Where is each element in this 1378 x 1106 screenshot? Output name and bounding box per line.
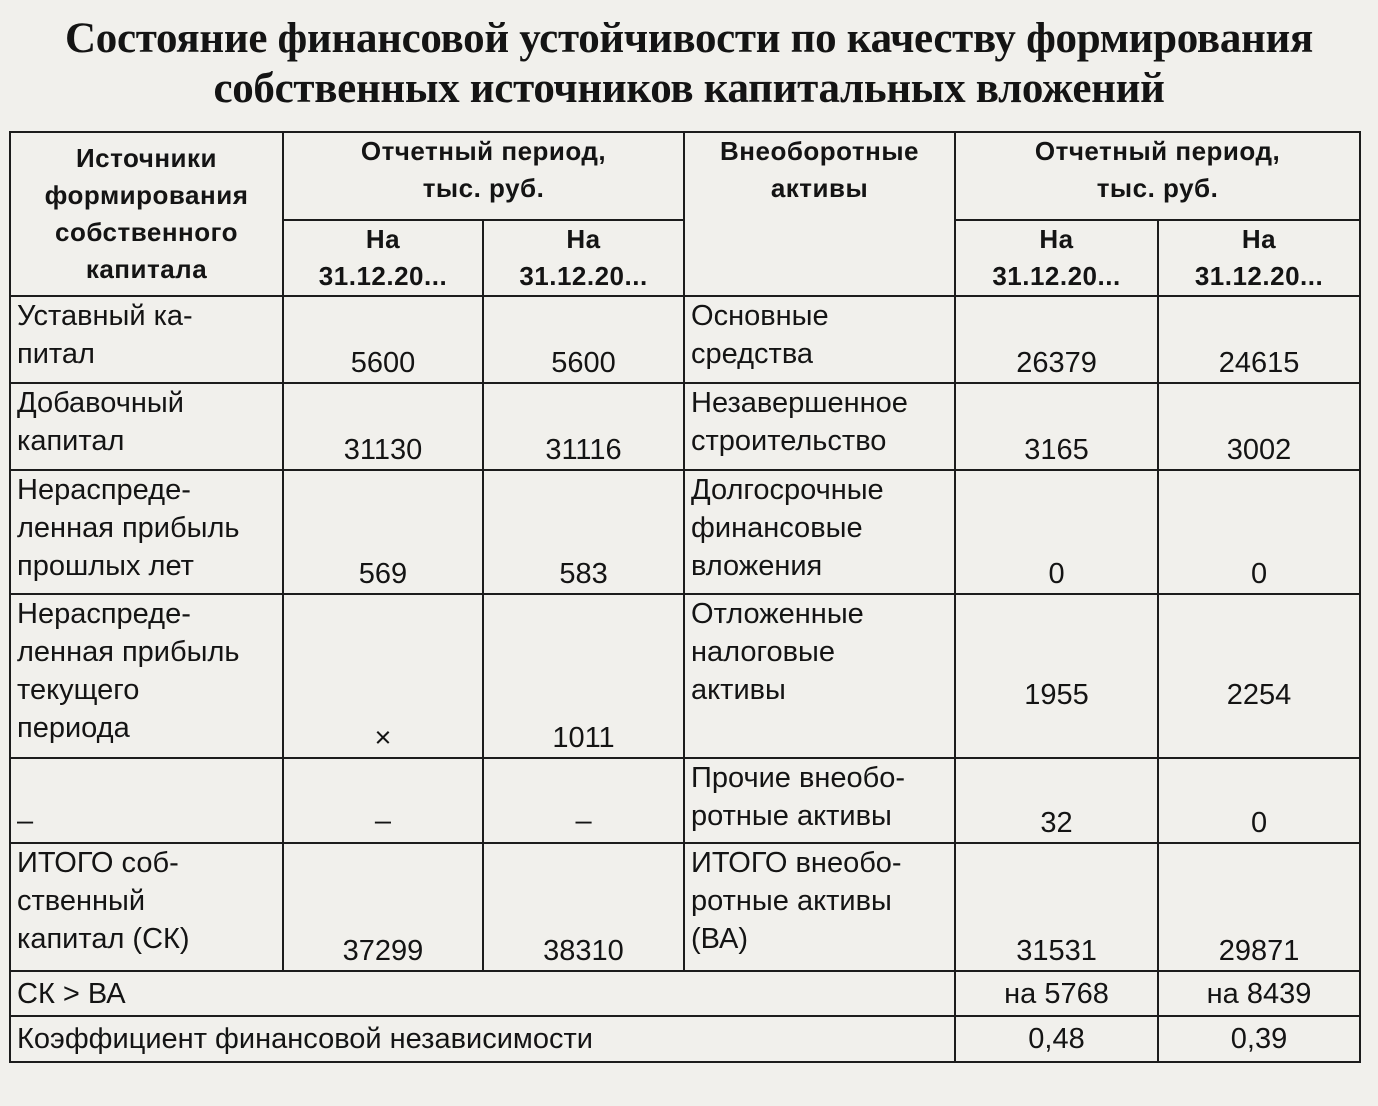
asset-value-1: 31531 — [955, 843, 1158, 971]
header-date-4: На 31.12.20... — [1158, 220, 1360, 296]
page-title-line-2: собственных источников капитальных вложений — [213, 65, 1165, 112]
asset-value-1: 0 — [955, 470, 1158, 594]
summary-value-2: на 8439 — [1158, 971, 1360, 1016]
source-value-1: 37299 — [283, 843, 483, 971]
asset-label: Основные средства — [684, 296, 955, 383]
source-value-2: 1011 — [483, 594, 684, 758]
header-period-left: Отчетный период, тыс. руб. — [283, 132, 684, 220]
source-label: ИТОГО соб- ственный капитал (СК) — [10, 843, 283, 971]
source-value-2: 38310 — [483, 843, 684, 971]
asset-value-2: 24615 — [1158, 296, 1360, 383]
source-value-2: – — [483, 758, 684, 843]
asset-value-1: 26379 — [955, 296, 1158, 383]
header-date-2: На 31.12.20... — [483, 220, 684, 296]
summary-row — [10, 971, 1360, 1016]
source-label: Нераспреде- ленная прибыль прошлых лет — [10, 470, 283, 594]
financial-stability-table — [9, 131, 1361, 1063]
asset-value-1: 32 — [955, 758, 1158, 843]
header-date-1: На 31.12.20... — [283, 220, 483, 296]
summary-value-1: 0,48 — [955, 1016, 1158, 1062]
source-label: Нераспреде- ленная прибыль текущего периода — [10, 594, 283, 758]
source-label: Добавочный капитал — [10, 383, 283, 470]
source-label: – — [10, 758, 283, 843]
summary-value-1: на 5768 — [955, 971, 1158, 1016]
asset-value-2: 0 — [1158, 758, 1360, 843]
table-row — [10, 296, 1360, 383]
summary-row — [10, 1016, 1360, 1062]
summary-label: Коэффициент финансовой независимости — [10, 1016, 955, 1062]
table-row — [10, 383, 1360, 470]
source-value-2: 5600 — [483, 296, 684, 383]
header-row-1 — [10, 132, 1360, 220]
header-non-current-assets: Внеоборотные активы — [684, 132, 955, 296]
asset-value-2: 2254 — [1158, 594, 1360, 758]
header-date-3: На 31.12.20... — [955, 220, 1158, 296]
asset-value-1: 3165 — [955, 383, 1158, 470]
table-row — [10, 470, 1360, 594]
asset-value-1: 1955 — [955, 594, 1158, 758]
asset-label: Отложенные налоговые активы — [684, 594, 955, 758]
summary-value-2: 0,39 — [1158, 1016, 1360, 1062]
summary-label: СК > ВА — [10, 971, 955, 1016]
source-value-1: 5600 — [283, 296, 483, 383]
asset-label: ИТОГО внеобо- ротные активы (ВА) — [684, 843, 955, 971]
source-value-1: 569 — [283, 470, 483, 594]
source-value-2: 31116 — [483, 383, 684, 470]
asset-label: Незавершенное строительство — [684, 383, 955, 470]
page-title — [0, 14, 1378, 114]
page-title-line-1: Состояние финансовой устойчивости по качеству формирования — [65, 15, 1313, 62]
source-label: Уставный ка- питал — [10, 296, 283, 383]
source-value-1: 31130 — [283, 383, 483, 470]
source-value-1: – — [283, 758, 483, 843]
asset-value-2: 0 — [1158, 470, 1360, 594]
table-row — [10, 594, 1360, 758]
asset-value-2: 29871 — [1158, 843, 1360, 971]
header-period-right: Отчетный период, тыс. руб. — [955, 132, 1360, 220]
asset-value-2: 3002 — [1158, 383, 1360, 470]
asset-label: Прочие внеобо- ротные активы — [684, 758, 955, 843]
source-value-2: 583 — [483, 470, 684, 594]
header-sources: Источники формирования собственного капитала — [10, 132, 283, 296]
asset-label: Долгосрочные финансовые вложения — [684, 470, 955, 594]
table-row — [10, 843, 1360, 971]
source-value-1: × — [283, 594, 483, 758]
table-row — [10, 758, 1360, 843]
